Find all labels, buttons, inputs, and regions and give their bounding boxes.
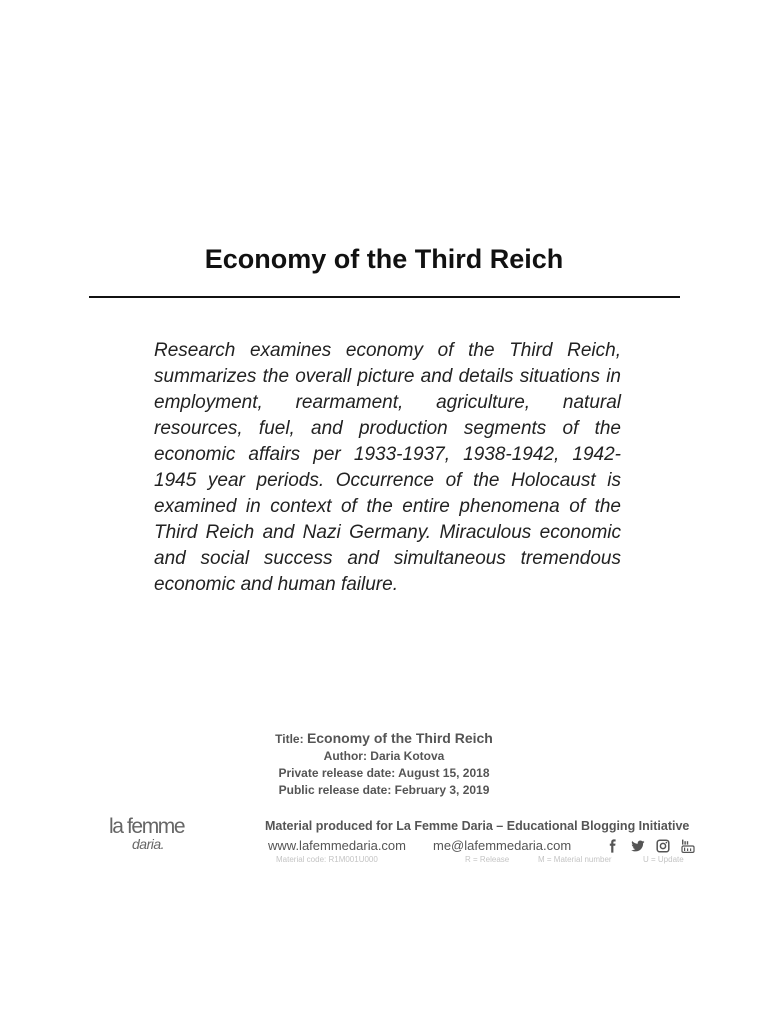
logo-line-2: daria. xyxy=(132,836,165,852)
twitter-icon[interactable] xyxy=(631,839,645,853)
legend-material-number: M = Material number xyxy=(538,855,612,864)
social-links xyxy=(606,838,696,854)
legend-release: R = Release xyxy=(465,855,510,864)
email-link[interactable]: me@lafemmedaria.com xyxy=(433,838,572,853)
produced-for-text: Material produced for La Femme Daria – Educational Blogging Initiative xyxy=(265,819,690,833)
title-divider xyxy=(89,296,680,298)
meta-private-release: Private release date: August 15, 2018 xyxy=(278,766,490,780)
document-metadata xyxy=(200,730,568,799)
la-femme-daria-logo xyxy=(109,816,199,856)
legend-update: U = Update xyxy=(643,855,684,864)
meta-title-line xyxy=(200,730,568,748)
facebook-icon[interactable] xyxy=(606,839,620,853)
document-title: Economy of the Third Reich xyxy=(204,244,564,274)
youtube-icon[interactable] xyxy=(681,839,695,853)
instagram-icon[interactable] xyxy=(656,839,670,853)
meta-public-release: Public release date: February 3, 2019 xyxy=(278,783,490,797)
meta-title-label: Title: xyxy=(275,732,304,746)
website-link[interactable]: www.lafemmedaria.com xyxy=(268,838,406,853)
material-code: Material code: R1M001U000 xyxy=(276,855,378,864)
meta-author: Author: Daria Kotova xyxy=(323,749,445,763)
meta-title-value: Economy of the Third Reich xyxy=(306,730,493,746)
logo-line-1: la femme xyxy=(109,815,185,838)
abstract-text: Research examines economy of the Third Reich, summarizes the overall picture and details situations in employment, rearmament, agriculture, natural resources, fuel, and production segments of the economic affairs per 1933-1937, 1938-1942, 1942-1945 year periods. Occurrence of the Holocaust is examined in context of the entire phenomena of the Third Reich and Nazi Germany. Miraculous economic and social success and simultaneous tremendous economic and human failure. xyxy=(154,340,621,595)
